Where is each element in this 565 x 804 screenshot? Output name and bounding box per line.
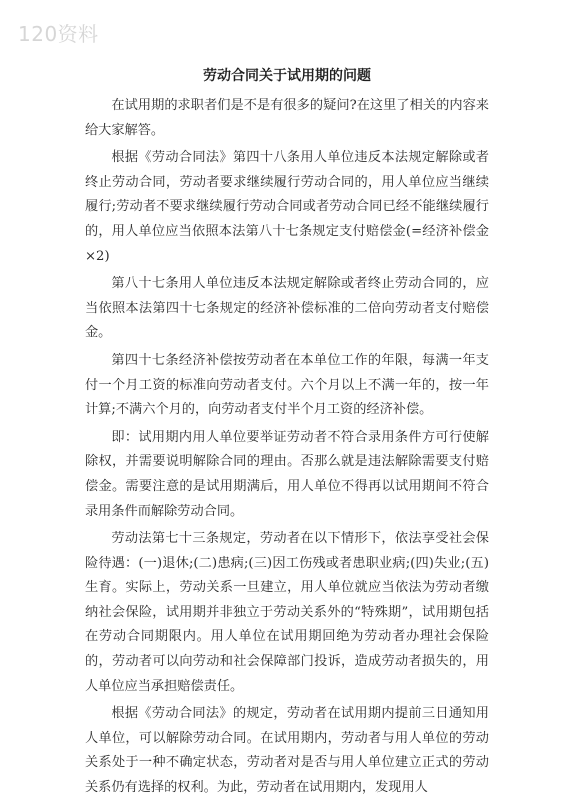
- paragraph-probation-termination: 即：试用期内用人单位要举证劳动者不符合录用条件方可行使解除权，并需要说明解除合同的理由。否那么就是违法解除需要支付赔偿金。需要注意的是试用期满后，用人单位不得再以试用期间不符合录用条件而解除劳动合同。: [85, 429, 489, 519]
- watermark-logo: 120资料: [18, 22, 99, 46]
- paragraph-intro: 在试用期的求职者们是不是有很多的疑问?在这里了相关的内容来给大家解答。: [85, 98, 489, 138]
- document-title: 劳动合同关于试用期的问题: [203, 68, 371, 84]
- paragraph-employee-termination: 根据《劳动合同法》的规定，劳动者在试用期内提前三日通知用人单位，可以解除劳动合同。在试用期内，劳动者与用人单位的劳动关系处于一种不确定状态，劳动者对是否与用人单位建立正式的劳动关系仍有选择的权利。为此，劳动者在试用期内，发现用人: [85, 706, 489, 796]
- paragraph-article-87: 第八十七条用人单位违反本法规定解除或者终止劳动合同的，应当依照本法第四十七条规定的经济补偿标准的二倍向劳动者支付赔偿金。: [85, 276, 489, 341]
- paragraph-article-47: 第四十七条经济补偿按劳动者在本单位工作的年限，每满一年支付一个月工资的标准向劳动者支付。六个月以上不满一年的，按一年计算;不满六个月的，向劳动者支付半个月工资的经济补偿。: [85, 352, 489, 418]
- document-page: [85, 64, 489, 804]
- paragraph-social-insurance: 劳动法第七十三条规定，劳动者在以下情形下，依法享受社会保险待遇：(一)退休;(二)患病;(三)因工伤残或者患职业病;(四)失业;(五)生育。实际上，劳动关系一旦建立，用人单位就应当依法为劳动者缴纳社会保险，试用期并非独立于劳动关系外的“特殊期”，试用期包括在劳动合同期限内。用人单位在试用期回绝为劳动者办理社会保险的，劳动者可以向劳动和社会保障部门投诉，造成劳动者损失的，用人单位应当承担赔偿责任。: [85, 531, 489, 694]
- paragraph-article-48: 根据《劳动合同法》第四十八条用人单位违反本法规定解除或者终止劳动合同，劳动者要求继续履行劳动合同的，用人单位应当继续履行;劳动者不要求继续履行劳动合同或者劳动合同已经不能继续履行的，用人单位应当依照本法第八十七条规定支付赔偿金(=经济补偿金×2): [85, 150, 489, 264]
